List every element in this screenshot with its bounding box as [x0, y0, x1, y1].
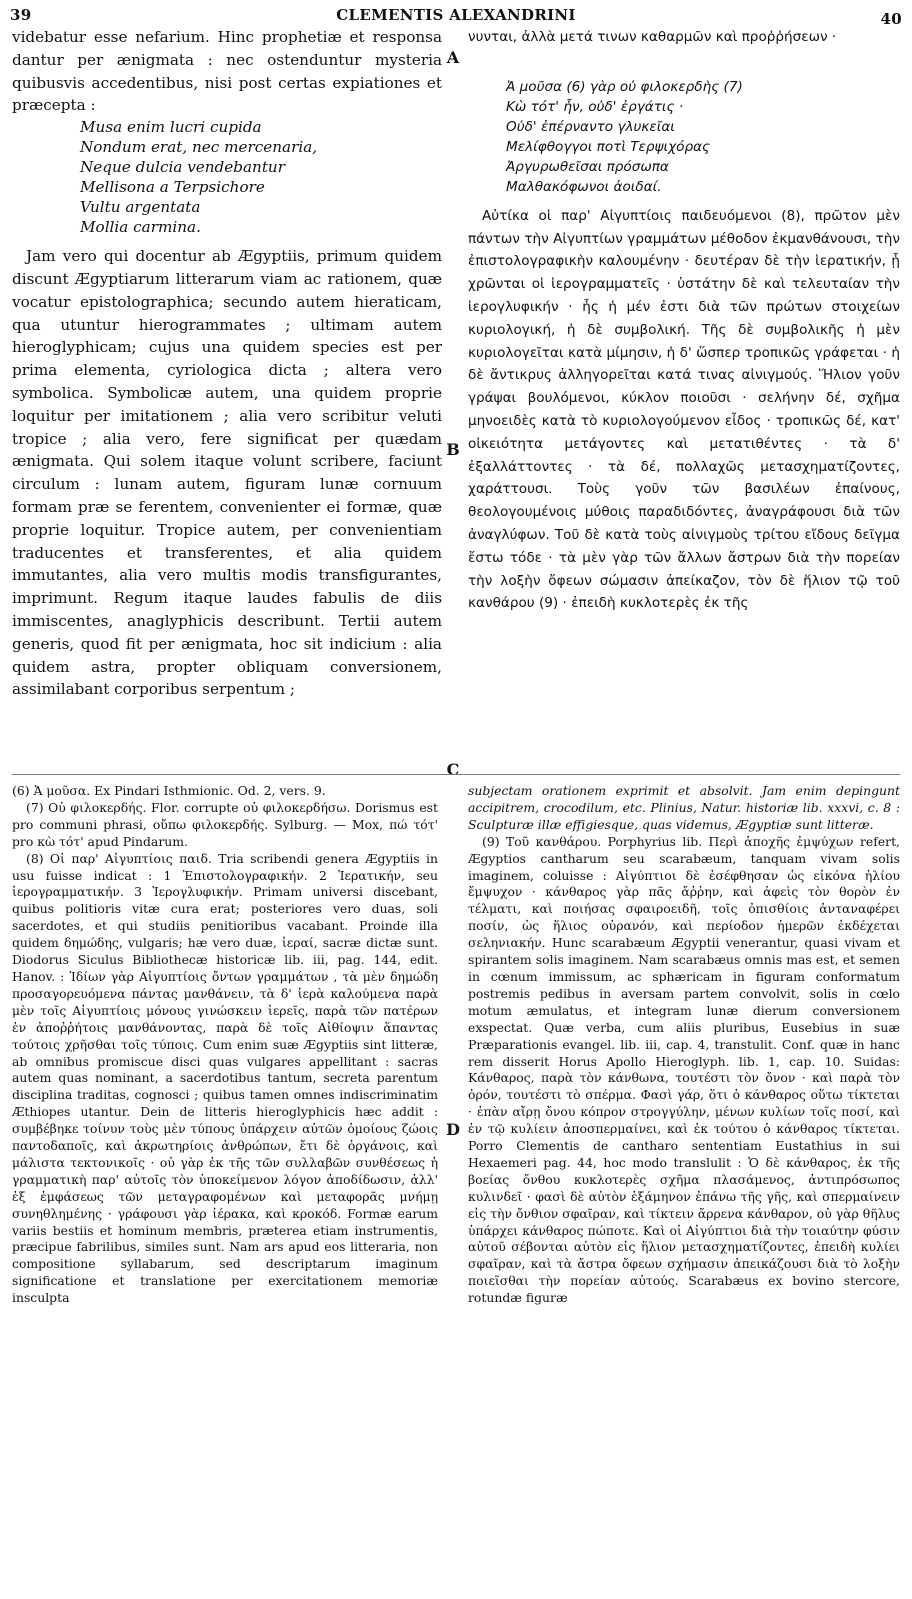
footnotes-left	[12, 783, 438, 1307]
footnote-continuation: subjectam orationem exprimit et absolvit. Jam enim depingunt accipitrem, crocodilum, etc. Plinius, Natur. historiæ lib. xxxvi, c. 8 : Sculpturæ illæ effigiesque, quas videmus, Ægyptiæ sunt litteræ.	[468, 783, 900, 832]
latin-verse-line: Nondum erat, nec mercenaria,	[80, 138, 318, 157]
greek-verse	[506, 77, 900, 197]
latin-paragraph-1: videbatur esse nefarium. Hinc prophetiæ et responsa dantur per ænigmata : nec ostenduntur mysteria quibusvis accedentibus, nisi post certas expiationes et præcepta :	[12, 28, 442, 115]
latin-verse-line: Neque dulcia vendebantur	[80, 158, 285, 177]
margin-marker-d: D	[446, 1120, 460, 1139]
latin-paragraph-2: Jam vero qui docentur ab Ægyptiis, primum quidem discunt Ægyptiarum litterarum viam ac rationem, quæ vocatur epistolographica; secundo autem hieraticam, qua utuntur hierogrammates ; ultimam autem hieroglyphicam; cujus una quidem species est per prima elementa, cyriologica dicta ; altera vero symbolica. Symbolicæ autem, una quidem proprie loquitur per imitationem ; alia vero scribitur veluti tropice ; alia vero, fere significat per quædam ænigmata. Qui solem itaque volunt scribere, faciunt circulum : lunam autem, figuram lunæ cornuum formam præ se ferentem, convenienter ei formæ, quæ proprie loquitur. Tropice autem, per convenientiam traducentes et transferentes, et alia quidem immutantes, alia vero multis modis transfigurantes, imprimunt. Regum itaque laudes fabulis de diis immiscentes, anaglyphicis describunt. Tertii autem generis, quod fit per ænigmata, hoc sit indicium : alia quidem astra, propter obliquam conversionem, assimilabant corporibus serpentum ;	[12, 247, 442, 699]
latin-verse-line: Musa enim lucri cupida	[80, 118, 262, 137]
margin-marker-a: A	[446, 48, 460, 67]
running-title: CLEMENTIS ALEXANDRINI	[336, 6, 576, 24]
greek-verse-line: Ἁ μοῦσα (6) γὰρ οὐ φιλοκερδὴς (7)	[506, 78, 743, 95]
greek-verse-line: Ἀργυρωθεῖσαι πρόσωπα	[506, 158, 669, 175]
greek-verse-line: Μελίφθογγοι ποτὶ Τερψιχόρας	[506, 138, 711, 155]
footnote-9: (9) Τοῦ κανθάρου. Porphyrius lib. Περὶ ἀποχῆς ἐμψύχων refert, Ægyptios cantharum seu scarabæum, tanquam vivam solis imaginem, coluisse : Αἰγύπτιοι δὲ ἐσέφθησαν ὡς εἰκόνα ἡλίου ἔμψυχον · κάνθαρος γὰρ πᾶς ἄῤῥην, καὶ ἀφεὶς τὸν θορὸν ἐν τέλματι, καὶ ποιήσας σφαιροειδῆ, τοῖς ὀπισθίοις ἀνταναφέρει ποσίν, ὡς ἥλιος οὐρανόν, καὶ περίοδον ἡμερῶν ἐκδέχεται σεληνιακήν. Hunc scarabæum Ægyptii venerantur, quasi vivam et spirantem solis imaginem. Nam scarabæus omnis mas est, et semen in cœnum immissum, ac sphæricam in figuram conformatum postremis pedibus in aversam partem convolvit, solis in cœlo motum æmulatus, et integram lunæ dierum conversionem exspectat. Quæ verba, cum aliis pluribus, Eusebius in suæ Præparationis evangel. lib. iii, cap. 4, transtulit. Conf. quæ in hanc rem disserit Horus Apollo Hieroglyph. lib. 1, cap. 10. Suidas: Κάνθαρος, παρὰ τὸν κάνθωνα, τουτέστι τὸν ὄνον · καὶ παρὰ τὸν ὀρόν, τουτέστι τὸ σπέρμα. Φασὶ γάρ, ὅτι ὁ κάνθαρος οὕτω τίκτεται · ἐπὰν αἴρῃ ὄνου κόπρον στρογγύλην, μένων κυλίων τοῖς ποσί, καὶ ἐν τῷ κυλίειν ἀποσπερμαίνει, καὶ ἐκ τούτου ὁ κάνθαρος τίκτεται. Porro Clementis de cantharo sententiam Eustathius in sui Hexaemeri pag. 44, hoc modo translulit : Ὁ δὲ κάνθαρος, ἐκ τῆς βοείας ὄνθου κυκλοτερὲς σχῆμα πλασάμενος, ἀντιπρόσωπος κυλινδεῖ · φασὶ δὲ αὐτὸν ἑξάμηνον ἐπάνω τῆς γῆς, καὶ σπερμαίνειν εἰς τὴν ὄνθιον σφαῖραν, καὶ τίκτειν ἄρρενα κάνθαρον, οὐ γὰρ θῆλυς ὑπάρχει κάνθαρος πώποτε. Καὶ οἱ Αἰγύπτιοι διὰ τὴν τοιαύτην φύσιν αὐτοῦ σέβονται αὐτὸν εἰς ἥλιον μετασχηματίζοντες, ἐπειδὴ κυλίει σφαῖραν, καὶ τὰ ἄστρα ὄφεων σχήμασιν ἀπεικάζουσι διὰ τὸ λοξὴν ποιεῖσθαι τὴν πορείαν αὐτούς. Scarabæus ex bovino stercore, rotundæ figuræ	[468, 833, 900, 1306]
page-number-left: 39	[10, 6, 32, 24]
footnote-6: (6) Ἁ μοῦσα. Ex Pindari Isthmionic. Od. 2, vers. 9.	[12, 783, 326, 798]
latin-verse-line: Mellisona a Terpsichore	[80, 178, 265, 197]
greek-verse-line: Κὼ τότ' ἦν, οὐδ' ἐργάτις ·	[506, 98, 684, 115]
footnote-7: (7) Οὐ φιλοκερδής. Flor. corrupte οὐ φιλοκερδήσω. Dorismus est pro communi phrasi, οὔπω φιλοκερδής. Sylburg. — Mox, πώ τότ' pro κὼ τότ' apud Pindarum.	[12, 799, 438, 849]
greek-verse-line: Οὐδ' ἐπέρναντο γλυκεῖαι	[506, 118, 675, 135]
latin-verse-line: Vultu argentata	[80, 198, 201, 217]
footnote-8: (8) Οἱ παρ' Αἰγυπτίοις παιδ. Tria scribendi genera Ægyptiis in usu fuisse indicat : 1 Ἐπιστολογραφικήν. 2 Ἱερατικήν, seu ἱερογραμματικήν. 3 Ἱερογλυφικήν. Primam universi discebant, quibus politioris vitæ cura erat; posteriores vero duas, soli sacerdotes, et qui studiis penitioribus vacabant. Proinde illa quidem δημώδης, vulgaris; hæ vero duæ, ἱεραί, sacræ dictæ sunt. Diodorus Siculus Bibliothecæ historicæ lib. iii, pag. 144, edit. Hanov. : Ἰδίων γὰρ Αἰγυπτίοις ὄντων γραμμάτων , τὰ μὲν δημώδη προσαγορευόμενα πάντας μανθάνειν, τὰ δ' ἱερὰ καλούμενα παρὰ μὲν τοῖς Αἰγυπτίοις μόνους γινώσκειν ἱερεῖς, παρὰ τῶν πατέρων ἐν ἀποῤῥήτοις μανθάνοντας, παρὰ δὲ τοῖς Αἰθίοψιν ἅπαντας τούτοις χρῆσθαι τοῖς τύποις. Cum enim suæ Ægyptiis sint litteræ, ab omnibus promiscue disci quas vulgares appellitant : sacras autem quas nominant, a sacerdotibus tantum, secreta parentum disciplina traditas, cognosci ; quibus tamen omnes indiscriminatim Æthiopes utantur. Dein de litteris hieroglyphicis hæc addit : συμβέβηκε τοίνυν τοὺς μὲν τύπους ὑπάρχειν αὐτῶν ὁμοίους ζώοις παντοδαποῖς, καὶ ἀκρωτηρίοις ἀνθρώπων, ἔτι δὲ ὀργάνοις, καὶ μάλιστα τεκτονικοῖς · οὐ γὰρ ἐκ τῆς τῶν συλλαβῶν συνθέσεως ἡ γραμματικὴ παρ' αὐτοῖς τὸν ὑποκείμενον λόγον ἀποδίδωσιν, ἀλλ' ἐξ ἐμφάσεως τῶν μεταγραφομένων καὶ μεταφορᾶς μνήμῃ συνηθλημένης · γράφουσι γὰρ ἱέρακα, καὶ κροκόδ. Formæ earum variis bestiis et hominum membris, præterea etiam instrumentis, præcipue fabrilibus, similes sunt. Nam ars apud eos litteraria, non compositione syllabarum, sed descriptarum imaginum significatione et translatione per exercitationem memoriæ insculpta	[12, 850, 438, 1306]
greek-column	[468, 26, 900, 615]
greek-verse-line: Μαλθακόφωνοι ἀοιδαί.	[506, 178, 662, 195]
greek-paragraph-2: Αὐτίκα οἱ παρ' Αἰγυπτίοις παιδευόμενοι (8), πρῶτον μὲν πάντων τὴν Αἰγυπτίων γραμμάτων μέθοδον ἐκμανθάνουσι, τὴν ἐπιστολογραφικὴν καλουμένην · δευτέραν δὲ τὴν ἱερατικήν, ᾗ χρῶνται οἱ ἱερογραμματεῖς · ὑστάτην δὲ καὶ τελευταίαν τὴν ἱερογλυφικήν · ἧς ἡ μέν ἐστι διὰ τῶν πρώτων στοιχείων κυριολογική, ἡ δὲ συμβολική. Τῆς δὲ συμβολικῆς ἡ μὲν κυριολογεῖται κατὰ μίμησιν, ἡ δ' ὥσπερ τροπικῶς γράφεται · ἡ δὲ ἄντικρυς ἀλληγορεῖται κατά τινας αἰνιγμούς. Ἥλιον γοῦν γράψαι βουλόμενοι, κύκλον ποιοῦσι · σελήνην δέ, σχῆμα μηνοειδὲς κατὰ τὸ κυριολογούμενον εἶδος · τροπικῶς δέ, κατ' οἰκειότητα μετάγοντες καὶ μετατιθέντες · τὰ δ' ἐξαλλάττοντες · τὰ δέ, πολλαχῶς μετασχηματίζοντες, χαράττουσι. Τοὺς γοῦν τῶν βασιλέων ἐπαίνους, θεολογουμένοις μύθοις παραδιδόντες, ἀναγράφουσι διὰ τῶν ἀναγλύφων. Τοῦ δὲ κατὰ τοὺς αἰνιγμοὺς τρίτου εἴδους δεῖγμα ἔστω τόδε · τὰ μὲν γὰρ τῶν ἄλλων ἄστρων διὰ τὴν πορείαν τὴν λοξὴν ὄφεων σώμασιν ἀπείκαζον, τὸν δὲ ἥλιον τῷ τοῦ κανθάρου (9) · ἐπειδὴ κυκλοτερὲς ἐκ τῆς	[468, 207, 900, 612]
latin-verse-line: Mollia carmina.	[80, 218, 201, 237]
margin-marker-b: B	[446, 440, 460, 459]
footnotes-right	[468, 783, 900, 1307]
latin-column	[12, 26, 442, 701]
latin-verse	[80, 117, 442, 237]
footnote-rule	[12, 774, 900, 775]
margin-marker-c: C	[446, 760, 460, 779]
greek-paragraph-1: νυνται, ἀλλὰ μετά τινων καθαρμῶν καὶ προῤῥήσεων ·	[468, 29, 837, 45]
page-number-right: 40	[880, 10, 902, 28]
